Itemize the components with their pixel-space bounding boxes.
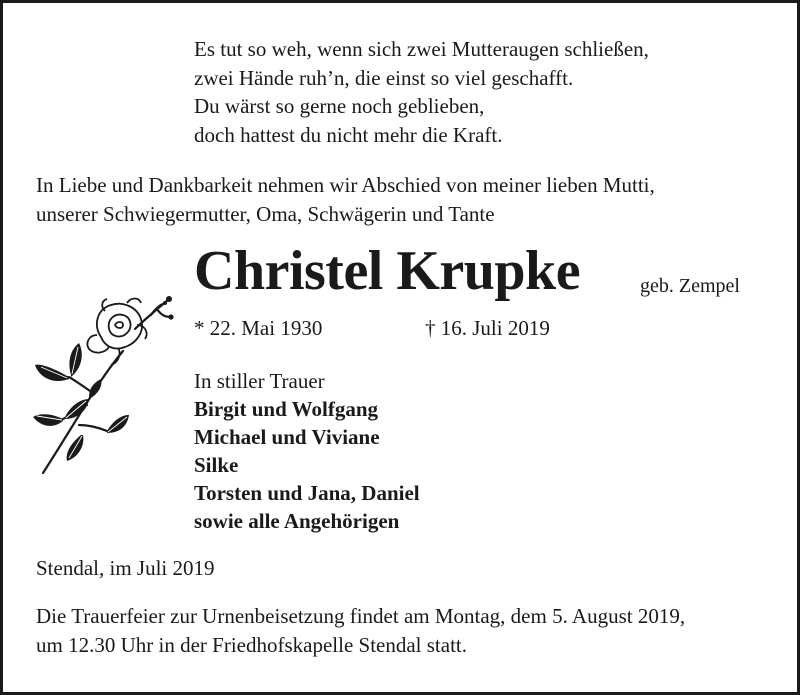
intro-line: unserer Schwiegermutter, Oma, Schwägerin und Tante: [36, 201, 495, 226]
service-line: Die Trauerfeier zur Urnenbeisetzung findet am Montag, dem 5. August 2019,: [36, 604, 686, 628]
mourner-name: sowie alle Angehörigen: [194, 509, 400, 533]
poem-line: Es tut so weh, wenn sich zwei Mutteraugen schließen,: [194, 37, 649, 61]
intro-line: In Liebe und Dankbarkeit nehmen wir Abschied von meiner lieben Mutti,: [36, 173, 655, 197]
mourner-name: Michael und Viviane: [194, 425, 380, 449]
maiden-name: geb. Zempel: [640, 275, 740, 297]
poem-line: doch hattest du nicht mehr die Kraft.: [194, 122, 503, 147]
deceased-name: Christel Krupke: [194, 240, 581, 302]
poem-line: Du wärst so gerne noch geblieben,: [194, 94, 485, 118]
service-line: um 12.30 Uhr in der Friedhofskapelle Stendal statt.: [36, 632, 468, 657]
intro-text: [36, 171, 655, 228]
poem-line: zwei Hände ruh’n, die einst so viel geschafft.: [194, 65, 574, 90]
death-date: † 16. Juli 2019: [425, 316, 550, 340]
service-info: [36, 602, 685, 659]
mourner-name: Torsten und Jana, Daniel: [194, 481, 420, 505]
birth-date: * 22. Mai 1930: [194, 316, 323, 340]
rose-icon: [31, 285, 183, 477]
poem-verse: [194, 35, 649, 149]
mourners-block: [194, 367, 420, 535]
mourners-heading: In stiller Trauer: [194, 369, 325, 393]
place-date: Stendal, im Juli 2019: [36, 556, 215, 580]
mourner-name: Silke: [194, 453, 239, 477]
mourner-name: Birgit und Wolfgang: [194, 397, 378, 421]
